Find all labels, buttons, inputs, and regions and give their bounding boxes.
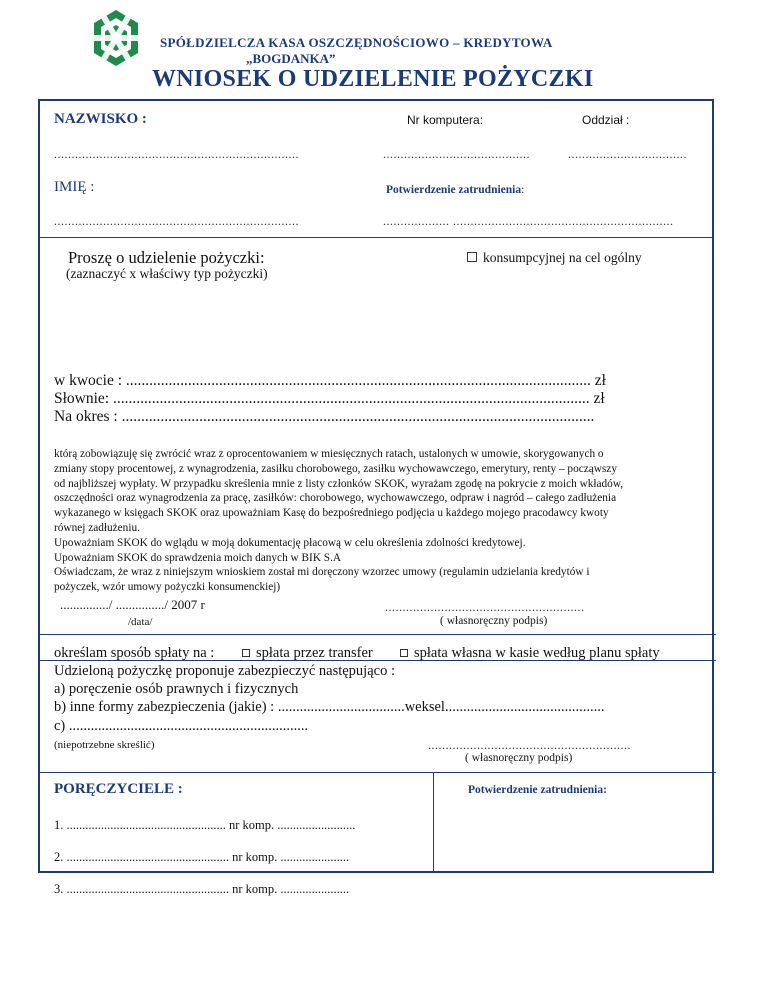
potwierdzenie-text: Potwierdzenie zatrudnienia — [386, 184, 522, 196]
loan-type-label: konsumpcyjnej na cel ogólny — [483, 250, 642, 265]
loan-type-checkbox[interactable] — [467, 252, 477, 262]
declaration-text — [54, 447, 704, 595]
declaration-line: oszczędności oraz wynagrodzenia za pracę, zasiłków: chorobowego, wychowawczego, odpraw i nagród – całego zadłużenia — [54, 492, 617, 505]
divider-top — [38, 237, 714, 238]
declaration-line: którą zobowiązuję się zwrócić wraz z oprocentowaniem w miesięcznych ratach, ustalonych w umowie, skorygowanych o — [54, 448, 604, 460]
nr-komputera-field[interactable]: .......................................... — [383, 147, 530, 161]
date-caption: /data/ — [128, 616, 153, 628]
potwierdzenie-colon: : — [521, 184, 525, 196]
guarantor-row-2[interactable]: 2. .................................................... nr komp. ...................... — [54, 850, 350, 864]
imie-label: IMIĘ : — [54, 179, 95, 195]
declaration-line: pożyczek, wzór umowy pożyczki konsumenckiej) — [54, 581, 281, 594]
org-name-line1: SPÓŁDZIELCZA KASA OSZCZĘDNOŚCIOWO – KREDYTOWA — [160, 35, 553, 50]
kwota-line[interactable]: w kwocie : ........................................................................................................................ zł — [54, 372, 606, 389]
declaration-line: Oświadczam, że wraz z niniejszym wnioskiem został mi doręczony wzorzec umowy (regulamin udzielania kredytów i — [54, 566, 590, 579]
repayment-option-cash[interactable] — [400, 645, 660, 662]
repayment-option-transfer[interactable] — [242, 645, 373, 662]
skok-logo-icon — [86, 8, 146, 68]
signature-field-1[interactable]: ......................................................... — [385, 600, 585, 614]
declaration-line: Upoważniam SKOK do wglądu w moją dokumentację płacową w celu określenia zdolności kredytowej. — [54, 536, 526, 549]
signature-caption-2: ( własnoręczny podpis) — [465, 752, 573, 764]
divider-guarantors-vertical — [433, 772, 434, 873]
potwierdzenie-field[interactable]: ................... ............................................................... — [383, 214, 674, 228]
zabezpieczenie-item-c[interactable]: c) .................................................................. — [54, 718, 309, 734]
zabezpieczenie-item-b[interactable]: b) inne formy zabezpieczenia (jakie) : ...................................weksel............................................ — [54, 699, 605, 715]
cash-label: spłata własna w kasie według planu spłaty — [414, 645, 660, 661]
potwierdzenie-label-top — [386, 184, 524, 196]
prosze-label: Proszę o udzielenie pożyczki: — [68, 248, 265, 267]
nazwisko-field[interactable]: ...................................................................... — [54, 147, 299, 161]
niepotrzebne-note: (niepotrzebne skreślić) — [54, 739, 155, 751]
zabezpieczenie-item-a: a) poręczenie osób prawnych i fizycznych — [54, 681, 299, 697]
form-title: WNIOSEK O UDZIELENIE POŻYCZKI — [152, 66, 594, 92]
imie-field[interactable]: ...................................................................... — [54, 214, 299, 228]
divider-guarantors — [38, 772, 716, 773]
declaration-line: wykazanego w księgach SKOK oraz upoważniam Kasę do bezpośredniego podjęcia u każdego mojego pracodawcy kwoty — [54, 507, 609, 520]
zabezpieczenie-intro: Udzieloną pożyczkę proponuje zabezpieczyć następująco : — [54, 663, 395, 679]
signature-field-2[interactable]: .......................................................... — [428, 738, 631, 752]
oddzial-field[interactable]: .................................. — [568, 147, 687, 161]
zaznacz-note: (zaznaczyć x właściwy typ pożyczki) — [66, 266, 268, 281]
declaration-line: równej zadłużeniu. — [54, 521, 140, 534]
org-name-line2: „BOGDANKA” — [246, 51, 336, 66]
signature-caption-1: ( własnoręczny podpis) — [440, 615, 548, 627]
okres-line[interactable]: Na okres : .......................................................................................................................... — [54, 408, 595, 425]
declaration-line: zmiany stopy procentowej, z wynagrodzenia, zasiłku chorobowego, zasiłku wychowawczego, emerytury, renty – począwszy — [54, 462, 617, 475]
transfer-label: spłata przez transfer — [256, 645, 373, 661]
loan-type-option[interactable] — [467, 250, 642, 266]
oddzial-label: Oddział : — [582, 113, 630, 127]
guarantors-potwierdzenie-label: Potwierdzenie zatrudnienia: — [468, 784, 607, 796]
divider-repayment — [38, 634, 716, 635]
transfer-checkbox[interactable] — [242, 649, 250, 657]
nazwisko-label: NAZWISKO : — [54, 111, 147, 127]
cash-checkbox[interactable] — [400, 649, 408, 657]
guarantor-row-1[interactable]: 1. ................................................... nr komp. ......................... — [54, 818, 356, 832]
declaration-line: Upoważniam SKOK do sprawdzenia moich danych w BIK S.A — [54, 551, 342, 564]
guarantors-title: PORĘCZYCIELE : — [54, 781, 183, 797]
slownie-line[interactable]: Słownie: ........................................................................................................................... zł — [54, 390, 605, 407]
repayment-label: określam sposób spłaty na : — [54, 645, 215, 661]
guarantor-row-3[interactable]: 3. .................................................... nr komp. ...................... — [54, 882, 350, 896]
date-field[interactable]: .............../ .............../ 2007 r — [60, 597, 205, 612]
nr-komputera-label: Nr komputera: — [407, 113, 484, 127]
declaration-line: od najbliższej wypłaty. W przypadku skreślenia mnie z listy członków SKOK, wyrażam zgodę na pokrycie z moich wkładów, — [54, 477, 624, 490]
